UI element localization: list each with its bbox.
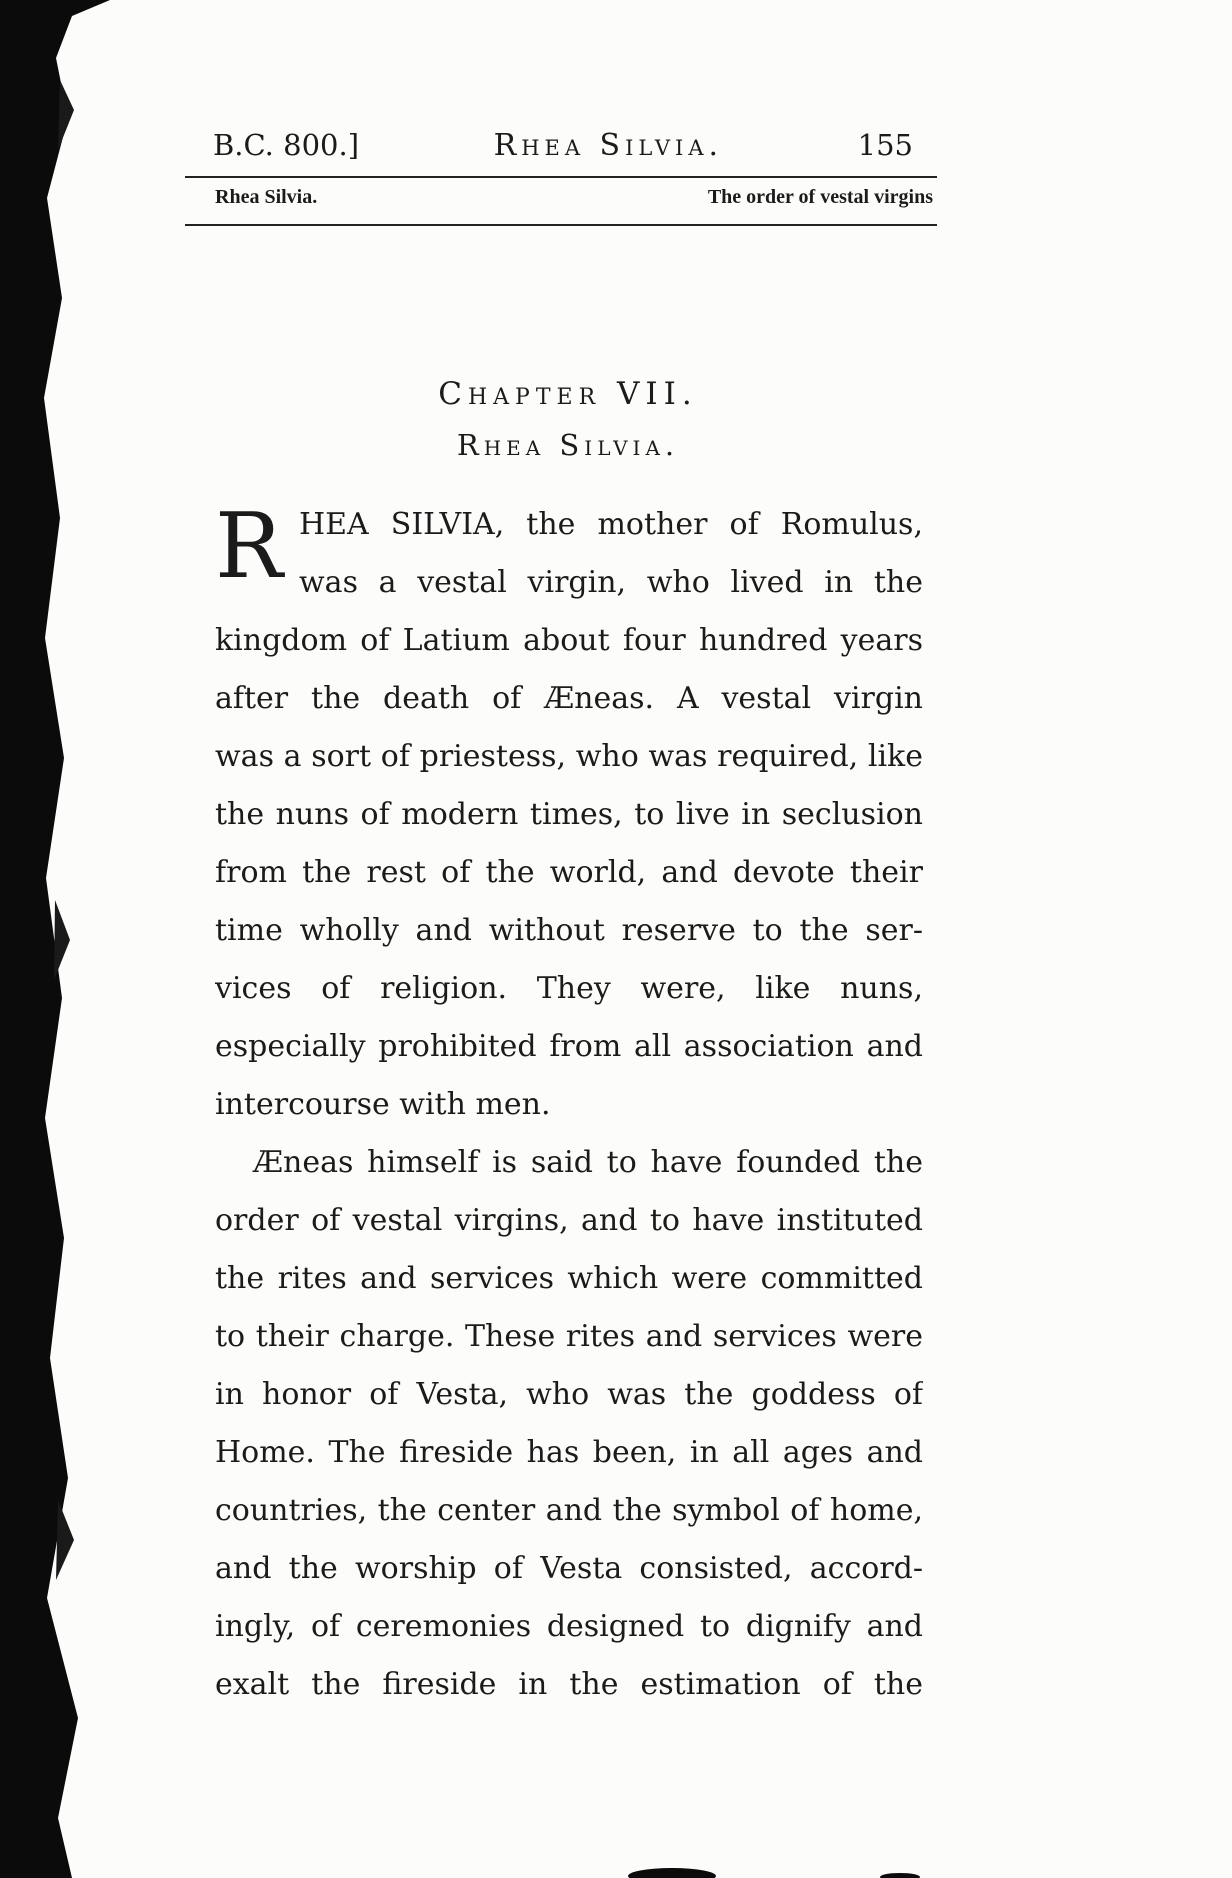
text-line: vices of religion. They were, like nuns,	[215, 971, 923, 1006]
text-line: kingdom of Latium about four hundred years	[215, 623, 923, 658]
text-line: and the worship of Vesta consisted, accord-	[215, 1551, 923, 1586]
text-line: order of vestal virgins, and to have instituted	[215, 1203, 923, 1238]
running-head-left: Rhea Silvia.	[215, 186, 318, 208]
text-line: was a vestal virgin, who lived in the	[299, 565, 923, 600]
text-line: HEA SILVIA, the mother of Romulus,	[299, 507, 923, 542]
page-header	[213, 128, 913, 163]
text-line: Æneas himself is said to have founded the	[253, 1145, 923, 1180]
chapter-heading: Chapter VII.	[438, 376, 698, 412]
header-date: B.C. 800.]	[213, 128, 360, 162]
text-line: was a sort of priestess, who was required, like	[215, 739, 923, 774]
running-heads	[215, 186, 933, 209]
text-line: after the death of Æneas. A vestal virgin	[215, 681, 923, 716]
text-line: Home. The fireside has been, in all ages and	[215, 1435, 923, 1470]
running-head-right: The order of vestal virgins	[707, 186, 933, 208]
header-title: Rhea Silvia.	[493, 128, 724, 163]
body-text	[215, 496, 923, 1714]
text-line: from the rest of the world, and devote their	[215, 855, 923, 890]
text-line: in honor of Vesta, who was the goddess of	[215, 1377, 923, 1412]
text-line: exalt the fireside in the estimation of the	[215, 1667, 923, 1702]
dropcap: R	[215, 494, 283, 599]
divider-top	[185, 176, 937, 178]
text-line: ingly, of ceremonies designed to dignify and	[215, 1609, 923, 1644]
divider-bottom	[185, 224, 937, 226]
paragraph	[215, 496, 923, 1134]
text-line: time wholly and without reserve to the ser-	[215, 913, 923, 948]
page-number: 155	[857, 128, 913, 162]
text-line: the nuns of modern times, to live in seclusion	[215, 797, 923, 832]
text-line: to their charge. These rites and services were	[215, 1319, 923, 1354]
text-line: especially prohibited from all association and	[215, 1029, 923, 1064]
text-line: countries, the center and the symbol of home,	[215, 1493, 923, 1528]
chapter-subheading: Rhea Silvia.	[456, 428, 680, 462]
text-line: intercourse with men.	[215, 1087, 551, 1122]
paragraph	[215, 1134, 923, 1714]
text-line: the rites and services which were committed	[215, 1261, 923, 1296]
